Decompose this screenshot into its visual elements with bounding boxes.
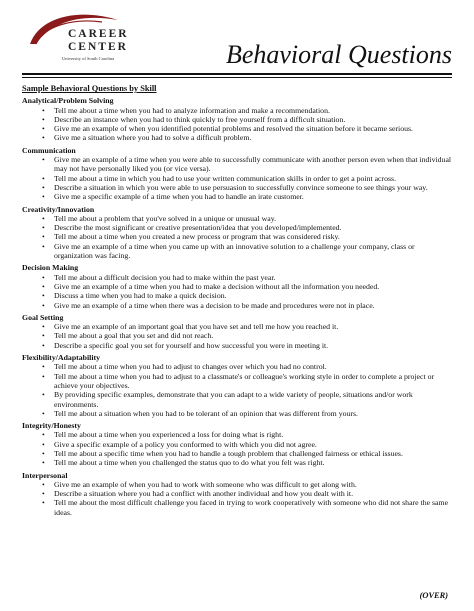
header-rule — [22, 73, 452, 75]
question-list — [22, 322, 454, 350]
page-title: Behavioral Questions — [225, 40, 452, 69]
question-item: • Give me an example of a time when there was a decision to be made and procedures were not in place. — [42, 301, 454, 310]
question-item: • Discuss a time when you had to make a quick decision. — [42, 291, 454, 300]
question-item: • Give a specific example of a policy you conformed to with which you did not agree. — [42, 440, 454, 449]
skill-section — [22, 146, 454, 202]
skill-section — [22, 263, 454, 309]
question-list — [22, 155, 454, 201]
section-heading: Integrity/Honesty — [22, 421, 81, 431]
question-item: • Describe the most significant or creative presentation/idea that you developed/implemented. — [42, 223, 454, 232]
section-heading: Goal Setting — [22, 312, 64, 322]
question-item: • Tell me about a time when you had to analyze information and make a recommendation. — [42, 106, 454, 115]
question-item: • Tell me about a time when you had to adjust to changes over which you had no control. — [42, 362, 454, 371]
career-center-logo — [22, 10, 129, 72]
skill-section — [22, 353, 454, 418]
question-item: • Give me an example of a time when you came up with an innovative solution to a challenge your company, class or organization was facing. — [42, 242, 454, 261]
section-heading: Communication — [22, 145, 76, 155]
main-heading: Sample Behavioral Questions by Skill — [22, 84, 157, 93]
question-item: • Tell me about a time when you challenged the status quo to do what you felt was right. — [42, 458, 454, 467]
section-heading: Decision Making — [22, 263, 79, 273]
question-item: • Tell me about a problem that you've solved in a unique or unusual way. — [42, 214, 454, 223]
question-item: • Describe an instance when you had to think quickly to free yourself from a difficult situation. — [42, 115, 454, 124]
question-item: • Tell me about a situation when you had to be tolerant of an opinion that was different from yours. — [42, 409, 454, 418]
over-label: (OVER) — [419, 591, 448, 600]
question-item: • Tell me about a goal that you set and did not reach. — [42, 331, 454, 340]
question-item: • Give me a situation where you had to solve a difficult problem. — [42, 133, 454, 142]
section-heading: Analytical/Problem Solving — [22, 96, 114, 106]
question-list — [22, 214, 454, 260]
skill-section — [22, 471, 454, 517]
question-item: • Give me an example of a time when you were able to successfully communicate with another person even when that individual may not have personally liked you (or vice versa). — [42, 155, 454, 174]
skill-section — [22, 421, 454, 467]
question-item: • Describe a situation in which you were able to use persuasion to successfully convince someone to see things your way. — [42, 183, 454, 192]
skill-section — [22, 96, 454, 142]
question-item: • Tell me about a difficult decision you had to make within the past year. — [42, 273, 454, 282]
section-heading: Creativity/Innovation — [22, 204, 95, 214]
question-item: • Give me a specific example of a time when you had to handle an irate customer. — [42, 192, 454, 201]
question-item: • Tell me about a time when you created a new process or program that was considered risky. — [42, 232, 454, 241]
question-item: • By providing specific examples, demonstrate that you can adapt to a wide variety of people, situations and/or work environments. — [42, 390, 454, 409]
question-item: • Describe a specific goal you set for yourself and how successful you were in meeting it. — [42, 341, 454, 350]
skill-section — [22, 205, 454, 261]
sections-container — [22, 96, 454, 517]
logo-line1: CAREER — [68, 28, 129, 40]
section-heading: Interpersonal — [22, 470, 68, 480]
question-item: • Describe a situation where you had a conflict with another individual and how you dealt with it. — [42, 489, 454, 498]
question-item: • Tell me about a time when you experienced a loss for doing what is right. — [42, 430, 454, 439]
question-list — [22, 430, 454, 467]
question-item: • Tell me about the most difficult challenge you faced in trying to work cooperatively with someone who did not share the same ideas. — [42, 498, 454, 517]
question-item: • Give me an example of when you identified potential problems and resolved the situation before it became serious. — [42, 124, 454, 133]
document-body — [22, 84, 454, 517]
question-list — [22, 273, 454, 310]
header-rule-thin — [22, 77, 452, 78]
section-heading: Flexibility/Adaptability — [22, 353, 100, 363]
question-item: • Give me an example of a time when you had to make a decision without all the information you needed. — [42, 282, 454, 291]
skill-section — [22, 313, 454, 350]
question-item: • Tell me about a time in which you had to use your written communication skills in order to get a point across. — [42, 174, 454, 183]
question-list — [22, 362, 454, 418]
logo-line2: CENTER — [68, 41, 128, 53]
question-item: • Tell me about a time when you had to adjust to a classmate's or colleague's working style in order to complete a project or achieve your objectives. — [42, 372, 454, 391]
question-item: • Tell me about a specific time when you had to handle a tough problem that challenged fairness or ethical issues. — [42, 449, 454, 458]
question-item: • Give me an example of when you had to work with someone who was difficult to get along with. — [42, 480, 454, 489]
question-list — [22, 480, 454, 517]
question-list — [22, 106, 454, 143]
question-item: • Give me an example of an important goal that you have set and tell me how you reached it. — [42, 322, 454, 331]
logo-subtext: University of South Carolina — [62, 56, 115, 61]
